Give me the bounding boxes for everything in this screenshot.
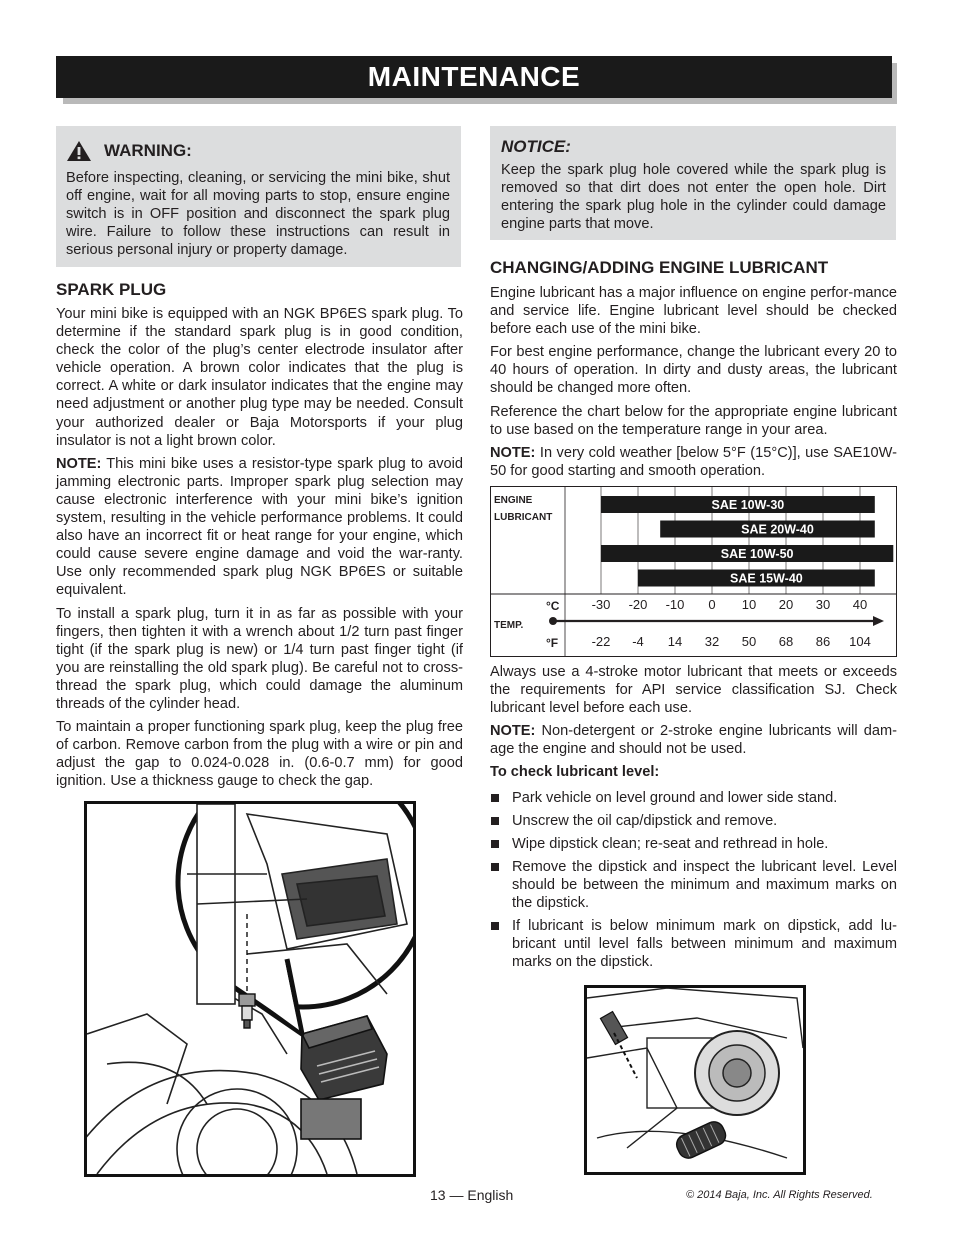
spark-plug-paragraph-3: To install a spark plug, turn it in as far as possible with your fingers, then tighten it with a wrench about 1/2 turn past finger tight (if the spark plug is new) or 1/4 turn past finger tight (if you are reinstalling the old spark plug). Be careful not to cross-thread the spark plug, which could damage the aluminum threads of the cylinder head. [56,605,463,712]
celsius-tick-label: 40 [852,597,868,612]
note-label: NOTE: [56,455,102,472]
lubricant-temperature-chart [490,486,897,657]
fahrenheit-tick-label: 32 [704,634,720,649]
list-item: Unscrew the oil cap/dipstick and remove. [490,812,897,830]
header-banner [56,56,892,98]
check-lubricant-heading: To check lubricant level: [490,764,660,781]
list-item: Remove the dipstick and inspect the lubricant level. Level should be between the minimum and maximum marks on the dipstick. [490,858,897,912]
list-item: If lubricant is below minimum mark on dipstick, add lu-bricant until level falls between minimum and maximum marks on the dipstick. [490,917,897,971]
warning-triangle-icon [66,140,92,162]
celsius-tick-label: 0 [708,597,716,612]
fahrenheit-tick-label: 104 [849,634,871,649]
spark-plug-paragraph-4: To maintain a proper functioning spark plug, keep the plug free of carbon. Remove carbon from the plug with a wire or pin and adjust the gap to 0.024-0.028 in. (0.6-0.7 mm) for good ignition. Use a thickness gauge to check the gap. [56,719,463,790]
spark-plug-heading: SPARK PLUG [56,280,167,299]
celsius-tick-label: -30 [591,597,611,612]
spark-plug-note [56,455,463,600]
lubricant-bar-label: SAE 20W-40 [741,522,814,537]
celsius-tick-label: 30 [815,597,831,612]
fahrenheit-tick-label: 86 [815,634,831,649]
fahrenheit-tick-label: 50 [741,634,757,649]
page-number: 13 — English [430,1187,514,1203]
fahrenheit-unit-label: °F [546,636,559,650]
lubricant-note-2 [490,722,897,758]
lubricant-body [490,284,897,485]
celsius-unit-label: °C [546,599,560,613]
note-label: NOTE: [490,444,536,461]
note-label: NOTE: [490,723,536,740]
celsius-tick-label: -10 [665,597,685,612]
spark-plug-drawing [87,804,413,1174]
notice-title: NOTICE: [501,137,571,156]
chart-svg [491,487,896,656]
lubricant-paragraph-4: Always use a 4-stroke motor lubricant that meets or exceeds the requirements for API service classification SJ. Check lubricant level before each use. [490,664,897,717]
page-title: MAINTENANCE [367,61,581,92]
fahrenheit-tick-label: -4 [632,634,644,649]
note-text: In very cold weather [below 5°F (15°C)], use SAE10W-50 for good starting and smooth operation. [490,444,897,479]
row-label-engine: ENGINE [494,495,533,506]
warning-text: Before inspecting, cleaning, or servicing the mini bike, shut off engine, wait for all moving parts to stop, ensure engine switch is in OFF position and disconnect the spark plug wire. Failure to follow these instructions can result in serious personal injury or property damage. [66,170,450,259]
lubricant-heading: CHANGING/ADDING ENGINE LUBRICANT [490,258,829,277]
note-text: Non-detergent or 2-stroke engine lubricants will dam-age the engine and should not be used. [490,723,897,758]
warning-header [66,140,192,162]
fahrenheit-tick-label: -22 [591,634,611,649]
warning-title: WARNING: [104,141,192,160]
lubricant-paragraph-1: Engine lubricant has a major influence on engine perfor-mance and service life. Engine lubricant level should be checked before each use of the mini bike. [490,285,897,338]
lubricant-bar-label: SAE 10W-50 [720,547,794,561]
celsius-tick-label: 10 [741,597,757,612]
lubricant-note-1 [490,444,897,480]
lubricant-paragraph-2: For best engine performance, change the lubricant every 20 to 40 hours of operation. In dirty and dusty areas, the lubricant should be changed more often. [490,344,897,397]
lubricant-bar-label: SAE 15W-40 [730,571,803,586]
list-item: Park vehicle on level ground and lower side stand. [490,789,897,807]
dipstick-drawing [587,988,803,1172]
spark-plug-body [56,305,463,795]
lubricant-paragraph-3: Reference the chart below for the appropriate engine lubricant to use based on the temperature range in your area. [490,403,897,438]
row-label-lubricant: LUBRICANT [494,512,553,523]
lubricant-bar-label: SAE 10W-30 [711,498,785,512]
notice-box [490,126,896,240]
lubricant-body-continued [490,663,897,976]
dipstick-illustration [584,985,806,1175]
celsius-tick-label: 20 [778,597,794,612]
fahrenheit-tick-label: 68 [778,634,794,649]
note-text: This mini bike uses a resistor-type spark plug to avoid jamming electronic parts. Improper spark plug selection may cause electronic interference with your mini bike’s ignition system, resulting in the vehicle performance problems. It could also have an incorrect fit or heat range for your engine, which could cause severe engine damage and void the war-ranty. Use only recommended spark plug NGK BP6ES or suitable equivalent. [56,455,463,599]
row-label-temp: TEMP. [494,620,524,631]
notice-text: Keep the spark plug hole covered while the spark plug is removed so that dirt does not enter the open hole. Dirt entering the spark plug hole in the cylinder could damage engine parts that move. [501,162,886,233]
copyright: © 2014 Baja, Inc. All Rights Reserved. [686,1189,873,1201]
list-item: Wipe dipstick clean; re-seat and rethread in hole. [490,835,897,853]
check-lubricant-steps [490,789,897,972]
warning-box [56,126,461,267]
celsius-tick-label: -20 [628,597,648,612]
spark-plug-illustration [84,801,416,1177]
spark-plug-paragraph-1: Your mini bike is equipped with an NGK BP6ES spark plug. To determine if the standard spark plug is in good condition, check the color of the plug’s center electrode insulator after vehicle operation. A brown color indicates that the plug is correct. A white or dark insulator indicates that the engine may need adjustment or another plug type may be needed. Consult your authorized dealer or Baja Motorsports if your plug insulator is not a light brown color. [56,306,463,449]
fahrenheit-tick-label: 14 [667,634,683,649]
